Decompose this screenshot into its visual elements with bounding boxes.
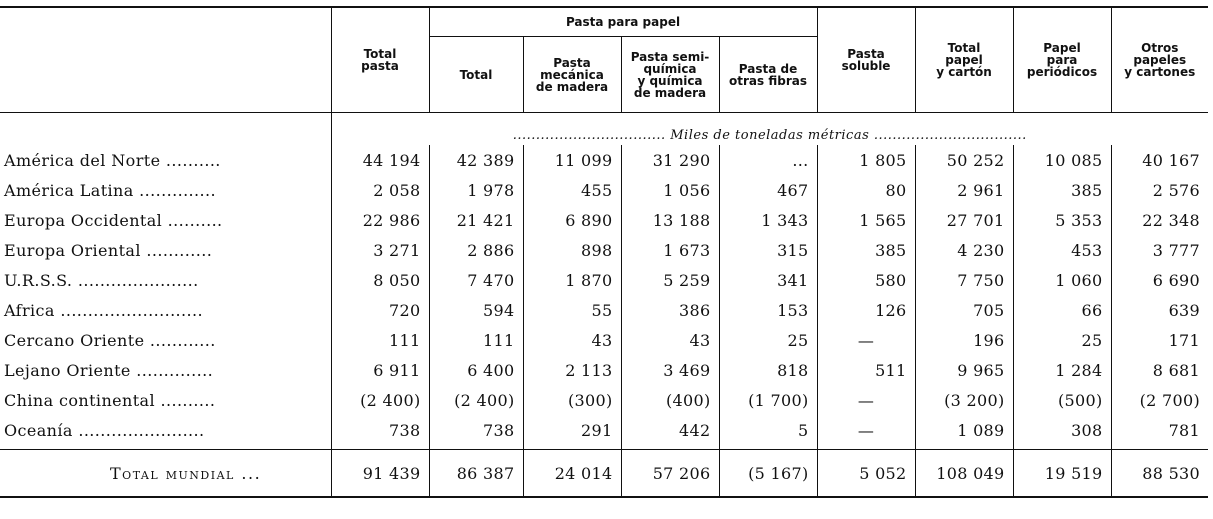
region-label: U.R.S.S. ......................: [4, 270, 199, 290]
value-cell: 10 085: [1013, 145, 1111, 175]
value-cell: (400): [621, 385, 719, 415]
table-row: [0, 175, 1208, 205]
value-cell: (2 400): [429, 385, 523, 415]
table-row: [0, 295, 1208, 325]
total-cell: 57 206: [621, 450, 719, 498]
value-cell: (2 700): [1111, 385, 1208, 415]
value-cell: 42 389: [429, 145, 523, 175]
table-row: [0, 235, 1208, 265]
value-cell: (2 400): [331, 385, 429, 415]
header-total-papel: Total papel y cartón: [915, 7, 1013, 113]
value-cell: 639: [1111, 295, 1208, 325]
value-cell: 153: [719, 295, 817, 325]
value-cell: —: [817, 385, 915, 415]
header-total-pasta: Total pasta: [331, 7, 429, 113]
value-cell: 3 777: [1111, 235, 1208, 265]
value-cell: 2 576: [1111, 175, 1208, 205]
value-cell: 31 290: [621, 145, 719, 175]
value-cell: 6 890: [523, 205, 621, 235]
value-cell: 6 690: [1111, 265, 1208, 295]
region-label: Europa Occidental ..........: [4, 210, 223, 230]
value-cell: 25: [1013, 325, 1111, 355]
total-cell: 19 519: [1013, 450, 1111, 498]
header-pasta-mecanica: Pasta mecánica de madera: [523, 37, 621, 113]
value-cell: —: [817, 325, 915, 355]
value-cell: 111: [331, 325, 429, 355]
value-cell: 1 343: [719, 205, 817, 235]
value-cell: 2 058: [331, 175, 429, 205]
value-cell: 22 348: [1111, 205, 1208, 235]
region-label: China continental ..........: [4, 390, 216, 410]
value-cell: 2 113: [523, 355, 621, 385]
value-cell: 1 805: [817, 145, 915, 175]
value-cell: 1 978: [429, 175, 523, 205]
value-cell: 111: [429, 325, 523, 355]
header-pasta-para-papel: Pasta para papel: [429, 7, 817, 37]
region-label: Europa Oriental ............: [4, 240, 213, 260]
value-cell: 80: [817, 175, 915, 205]
total-cell: 86 387: [429, 450, 523, 498]
value-cell: 291: [523, 415, 621, 445]
value-cell: 580: [817, 265, 915, 295]
value-cell: 1 673: [621, 235, 719, 265]
value-cell: 1 056: [621, 175, 719, 205]
table-row: [0, 385, 1208, 415]
value-cell: 315: [719, 235, 817, 265]
table-row: [0, 265, 1208, 295]
total-row: [0, 450, 1208, 498]
header-pasta-soluble: Pasta soluble: [817, 7, 915, 113]
value-cell: 3 469: [621, 355, 719, 385]
value-cell: 5: [719, 415, 817, 445]
region-label: América Latina ..............: [4, 180, 216, 200]
value-cell: 8 050: [331, 265, 429, 295]
value-cell: 126: [817, 295, 915, 325]
value-cell: 1 284: [1013, 355, 1111, 385]
value-cell: 50 252: [915, 145, 1013, 175]
header-otros-papeles: Otros papeles y cartones: [1111, 7, 1208, 113]
value-cell: 7 750: [915, 265, 1013, 295]
value-cell: 196: [915, 325, 1013, 355]
value-cell: 467: [719, 175, 817, 205]
value-cell: 898: [523, 235, 621, 265]
value-cell: 11 099: [523, 145, 621, 175]
value-cell: 385: [1013, 175, 1111, 205]
header-total: Total: [429, 37, 523, 113]
pulp-paper-production-table: [0, 6, 1208, 498]
value-cell: 442: [621, 415, 719, 445]
value-cell: 8 681: [1111, 355, 1208, 385]
value-cell: 341: [719, 265, 817, 295]
total-cell: 5 052: [817, 450, 915, 498]
value-cell: 385: [817, 235, 915, 265]
value-cell: 43: [621, 325, 719, 355]
header-papel-periodicos: Papel para periódicos: [1013, 7, 1111, 113]
value-cell: 13 188: [621, 205, 719, 235]
region-label: Oceanía .......................: [4, 420, 205, 440]
value-cell: 40 167: [1111, 145, 1208, 175]
value-cell: 22 986: [331, 205, 429, 235]
value-cell: 453: [1013, 235, 1111, 265]
value-cell: 781: [1111, 415, 1208, 445]
value-cell: 6 400: [429, 355, 523, 385]
region-label: América del Norte ..........: [4, 150, 221, 170]
value-cell: 1 060: [1013, 265, 1111, 295]
total-label: Total mundial ...: [0, 450, 331, 498]
value-cell: 27 701: [915, 205, 1013, 235]
value-cell: 738: [331, 415, 429, 445]
value-cell: 1 089: [915, 415, 1013, 445]
total-cell: 24 014: [523, 450, 621, 498]
total-cell: 88 530: [1111, 450, 1208, 498]
value-cell: 3 271: [331, 235, 429, 265]
value-cell: 55: [523, 295, 621, 325]
value-cell: 5 259: [621, 265, 719, 295]
value-cell: (300): [523, 385, 621, 415]
value-cell: —: [817, 415, 915, 445]
units-caption: ................................. Miles de toneladas métricas .................................: [331, 113, 1208, 146]
header-pasta-semiquimica: Pasta semi- química y química de madera: [621, 37, 719, 113]
value-cell: 594: [429, 295, 523, 325]
value-cell: 171: [1111, 325, 1208, 355]
value-cell: 720: [331, 295, 429, 325]
table-row: [0, 145, 1208, 175]
value-cell: 44 194: [331, 145, 429, 175]
table-row: [0, 415, 1208, 445]
value-cell: 738: [429, 415, 523, 445]
value-cell: 43: [523, 325, 621, 355]
value-cell: 2 886: [429, 235, 523, 265]
value-cell: (1 700): [719, 385, 817, 415]
value-cell: 66: [1013, 295, 1111, 325]
region-label: Africa ..........................: [4, 300, 203, 320]
value-cell: (3 200): [915, 385, 1013, 415]
table-row: [0, 355, 1208, 385]
value-cell: 386: [621, 295, 719, 325]
value-cell: 705: [915, 295, 1013, 325]
value-cell: 25: [719, 325, 817, 355]
value-cell: (500): [1013, 385, 1111, 415]
region-label: Lejano Oriente ..............: [4, 360, 214, 380]
total-cell: 108 049: [915, 450, 1013, 498]
value-cell: 2 961: [915, 175, 1013, 205]
value-cell: ...: [719, 145, 817, 175]
value-cell: 5 353: [1013, 205, 1111, 235]
value-cell: 511: [817, 355, 915, 385]
value-cell: 7 470: [429, 265, 523, 295]
value-cell: 9 965: [915, 355, 1013, 385]
value-cell: 4 230: [915, 235, 1013, 265]
value-cell: 1 565: [817, 205, 915, 235]
value-cell: 455: [523, 175, 621, 205]
value-cell: 6 911: [331, 355, 429, 385]
header-pasta-otras-fibras: Pasta de otras fibras: [719, 37, 817, 113]
value-cell: 308: [1013, 415, 1111, 445]
value-cell: 1 870: [523, 265, 621, 295]
table-row: [0, 325, 1208, 355]
value-cell: 818: [719, 355, 817, 385]
table-row: [0, 205, 1208, 235]
total-cell: (5 167): [719, 450, 817, 498]
region-label: Cercano Oriente ............: [4, 330, 216, 350]
header-region: [0, 7, 331, 113]
total-cell: 91 439: [331, 450, 429, 498]
value-cell: 21 421: [429, 205, 523, 235]
